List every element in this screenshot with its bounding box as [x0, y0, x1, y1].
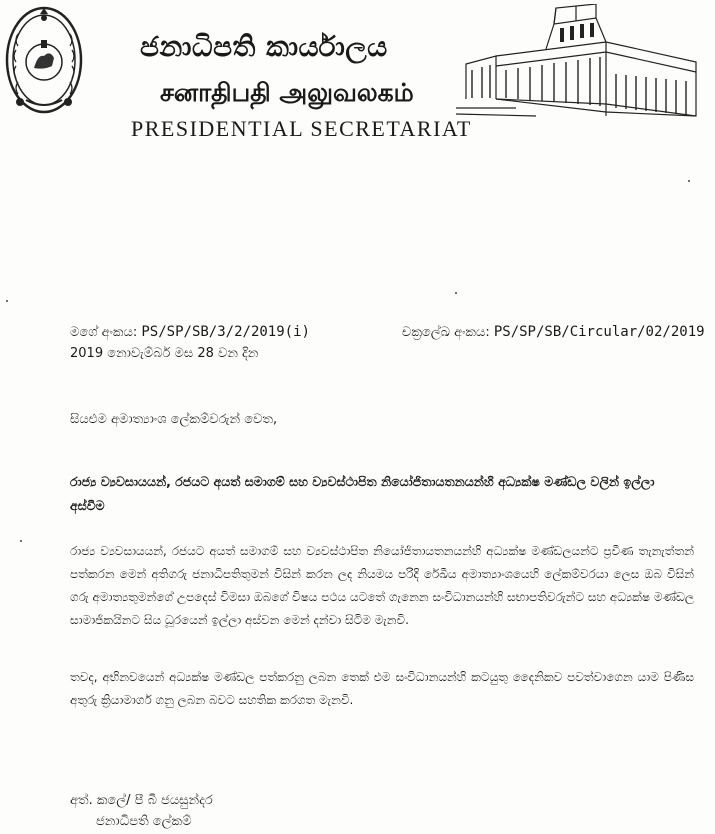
header-tamil-name: சனாதிபதி அலுவலகம்	[160, 78, 414, 107]
scan-speck	[455, 292, 457, 294]
scan-speck	[6, 300, 8, 302]
header-english-name: PRESIDENTIAL SECRETARIAT	[131, 116, 472, 141]
signatory-name: අත්. කලේ/ පී බී ජයසුන්දර	[70, 793, 213, 808]
my-reference	[70, 324, 310, 340]
presidential-secretariat-building-icon	[456, 4, 708, 122]
circular-reference-label: චක්‍රලේඛ අංකය:	[402, 325, 490, 340]
subject-heading: රාජ්‍ය ව්‍යවසායයන්, රජයට අයත් සමාගම් සහ ව්‍යවස්ථාපිත නියෝජිතායතනයන්හි අධ්‍යක්ෂ මණ්ඩල වලින් ඉල්ලා අස්වීම	[70, 474, 655, 513]
my-reference-value: PS/SP/SB/3/2/2019(i)	[141, 324, 310, 340]
body-paragraph-2: තවද, අභිනවයෙන් අධ්‍යක්ෂ මණ්ඩල පත්කරනු ලබන තෙක් එම සංවිධානයන්හි කටයුතු දෛනිකව පවත්වාගෙන යාම පිණිස අතුරු ක්‍රියාමාර්ග ගනු ලබන බවට සහතික කරගත මැනවි.	[70, 670, 694, 707]
body-paragraph-1: රාජ්‍ය ව්‍යවසායයන්, රජයට අයත් සමාගම් සහ ව්‍යවස්ථාපිත නියෝජිතායතනයන්හි අධ්‍යක්ෂ මණ්ඩලයන්ට ප්‍රවීණ තැනැත්තන් පත්කරන මෙන් අතිගරු ජනාධිපතිතුමන් විසින් කරන ලද නියමය පරිදි රේඛීය අමාත්‍යාංශයෙහි ලේකම්වරයා ලෙස ඔබ විසින් ගරු අමාත්‍යතුමන්ගේ උපදෙස් විමසා ඔබගේ විෂය පථය යටතේ ගැනෙන සංවිධානයන්හි සභාපතිවරුන්ට සහ අධ්‍යක්ෂ මණ්ඩල සාමාජිකයිනට සිය ධූරයෙන් ඉල්ලා අස්වන මෙන් දන්වා සිටිම මැනවි.	[70, 544, 694, 627]
scan-speck	[688, 180, 690, 182]
header-sinhala-name: ජනාධිපති කාර්යාලය	[140, 30, 388, 63]
my-reference-label: මගේ අංකය:	[70, 325, 138, 340]
circular-reference-value: PS/SP/SB/Circular/02/2019	[493, 324, 705, 340]
letter-date: 2019 නොවැම්බර් මස 28 වන දින	[70, 346, 259, 361]
salutation: සියළුම අමාත්‍යාංශ ලේකම්වරුන් වෙත,	[70, 412, 278, 427]
signatory-title: ජනාධිපති ලේකම්	[96, 814, 192, 829]
sri-lanka-emblem-icon	[4, 4, 84, 116]
circular-reference	[402, 324, 705, 340]
scan-speck	[20, 540, 22, 542]
